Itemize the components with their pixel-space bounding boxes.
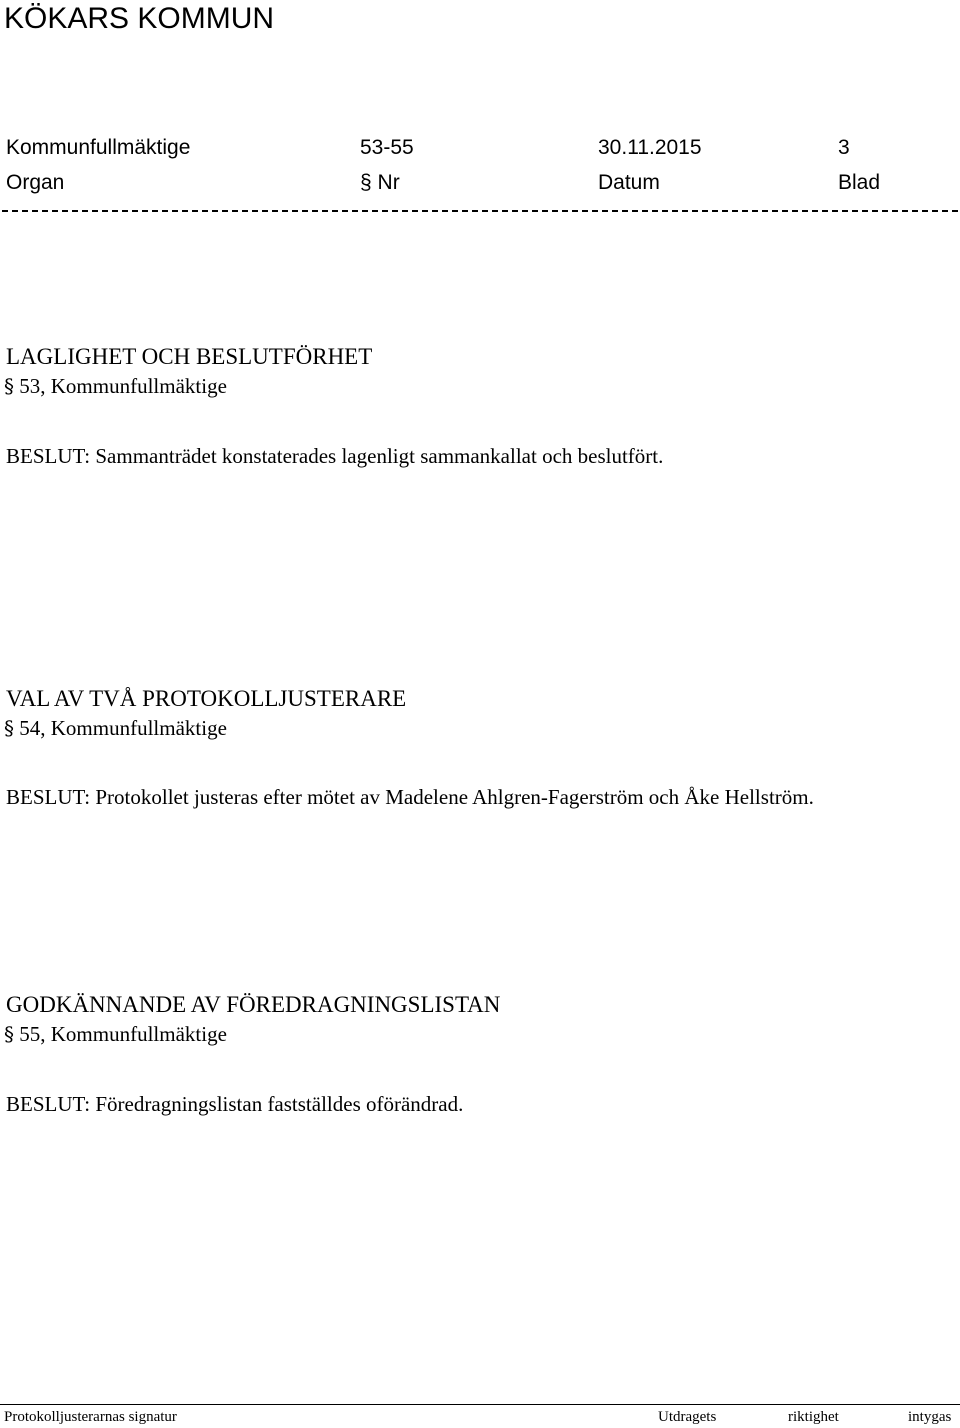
decision-body: : Protokollet justeras efter mötet av Madelene Ahlgren-Fagerström och Åke Hellström. [84, 785, 814, 809]
blad-label: Blad [838, 171, 881, 194]
decision-label: BESLUT [6, 785, 85, 809]
section-reference [4, 1021, 227, 1047]
organ-label: Organ [6, 171, 65, 194]
section-reference [4, 373, 227, 399]
section-reference-text: 54, Kommunfullmäktige [19, 716, 227, 740]
section-reference-text: 55, Kommunfullmäktige [19, 1022, 227, 1046]
dashed-divider [2, 210, 958, 212]
decision-text [6, 443, 663, 469]
paragraph-symbol: § [4, 374, 14, 398]
footer-intygas: intygas [908, 1409, 952, 1425]
section-reference-text: 53, Kommunfullmäktige [19, 374, 227, 398]
section-title: LAGLIGHET OCH BESLUTFÖRHET [6, 344, 373, 369]
section-reference [4, 715, 227, 741]
decision-text [6, 1091, 463, 1117]
paragraph-symbol: § [360, 171, 372, 194]
nr-label [360, 171, 400, 195]
decision-text [6, 784, 814, 810]
footer-signature-label: Protokolljusterarnas signatur [4, 1409, 177, 1425]
datum-value: 30.11.2015 [598, 136, 702, 159]
section-title: VAL AV TVÅ PROTOKOLLJUSTERARE [6, 686, 407, 711]
decision-body: : Föredragningslistan fastställdes oförändrad. [84, 1092, 464, 1116]
paragraph-symbol: § [4, 716, 14, 740]
paragraph-symbol: § [4, 1022, 14, 1046]
footer-utdragets: Utdragets [658, 1409, 717, 1425]
decision-body: : Sammanträdet konstaterades lagenligt sammankallat och beslutfört. [84, 444, 664, 468]
nr-label-text: Nr [377, 171, 400, 194]
datum-label: Datum [598, 171, 660, 194]
decision-label: BESLUT [6, 444, 85, 468]
municipality-title: KÖKARS KOMMUN [4, 2, 275, 35]
footer-riktighet: riktighet [788, 1409, 839, 1425]
nr-value: 53-55 [360, 136, 414, 159]
section-title: GODKÄNNANDE AV FÖREDRAGNINGSLISTAN [6, 992, 501, 1017]
blad-value: 3 [838, 136, 850, 159]
organ-value: Kommunfullmäktige [6, 136, 191, 159]
decision-label: BESLUT [6, 1092, 85, 1116]
footer-rule [0, 1404, 960, 1405]
